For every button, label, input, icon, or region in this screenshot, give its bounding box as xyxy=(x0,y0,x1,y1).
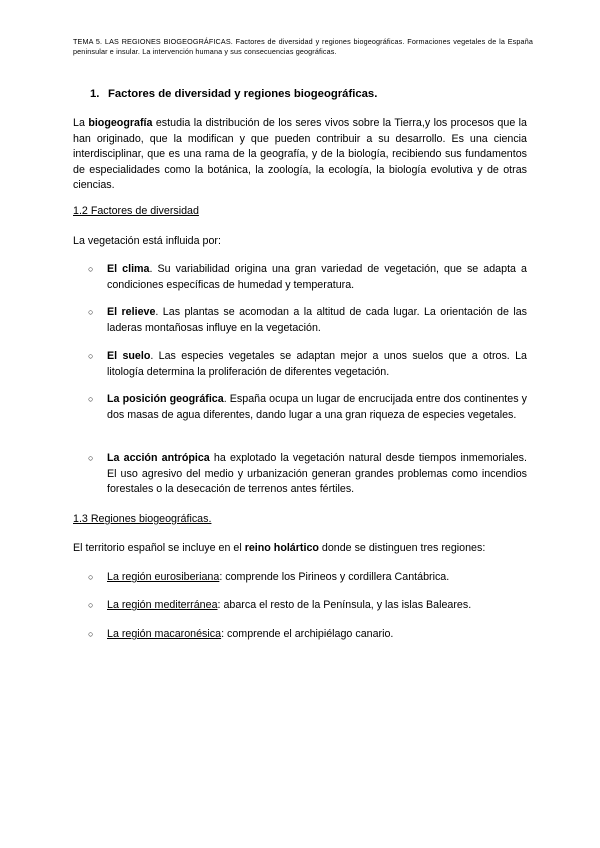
region-name: La región macaronésica xyxy=(107,628,222,640)
factores-lead: La vegetación está influida por: xyxy=(73,235,221,247)
item-text: . Las plantas se acomodan a la altitud de cada lugar. La orientación de las laderas montañosas influye en la vegetación. xyxy=(107,306,527,334)
region-text: : comprende los Pirineos y cordillera Cantábrica. xyxy=(219,571,450,583)
list-item xyxy=(73,262,527,293)
regiones-lead-before: El territorio español se incluye en el xyxy=(73,542,245,554)
region-text: : comprende el archipiélago canario. xyxy=(221,628,394,640)
intro-paragraph xyxy=(73,116,527,194)
item-text: . Su variabilidad origina una gran variedad de vegetación, que se adapta a condiciones específicas de humedad y temperatura. xyxy=(107,263,527,291)
intro-lead: La xyxy=(73,117,89,129)
intro-rest: estudia la distribución de los seres vivos sobre la Tierra,y los procesos que la han originado, que la modifican y que pueden contribuir a su desarrollo. Es una ciencia interdisciplinar, que es una rama de la geografía, y de la biología, recibiendo sus fundamentos de especialidades como la botánica, la zoología, la ecología, la biología evolutiva y de otras ciencias. xyxy=(73,117,528,192)
item-text: . Las especies vegetales se adaptan mejor a unos suelos que a otros. La litología determina la proliferación de diferentes vegetación. xyxy=(107,350,527,378)
region-name: La región mediterránea xyxy=(107,599,218,611)
bullet-marker: ○ xyxy=(88,629,94,639)
item-text: . España ocupa un lugar de encrucijada entre dos continentes y dos masas de agua diferentes, dando lugar a una gran riqueza de especies vegetales. xyxy=(107,393,528,421)
regiones-lead-term: reino holártico xyxy=(244,542,319,554)
item-term: El relieve xyxy=(107,306,156,318)
list-item xyxy=(73,305,527,336)
item-term: El suelo xyxy=(107,350,151,362)
item-text: ha explotado la vegetación natural desde tiempos inmemoriales. El uso agresivo del medio y urbanización generan grandes problemas como incendios forestales o la desecación de terrenos antes fértiles. xyxy=(107,452,527,496)
subheading-regiones: 1.3 Regiones biogeográficas. xyxy=(73,513,212,525)
list-item xyxy=(73,349,527,380)
list-item xyxy=(73,570,527,586)
page-header xyxy=(73,37,533,57)
bullet-marker: ○ xyxy=(88,394,94,404)
item-term: La posición geográfica xyxy=(107,393,224,405)
regiones-lead-after: donde se distinguen tres regiones: xyxy=(318,542,486,554)
item-term: La acción antrópica xyxy=(107,452,210,464)
subheading-factores: 1.2 Factores de diversidad xyxy=(73,205,199,217)
intro-term: biogeografía xyxy=(88,117,153,129)
list-item xyxy=(73,627,527,643)
list-item xyxy=(73,392,527,423)
bullet-marker: ○ xyxy=(88,351,94,361)
bullet-marker: ○ xyxy=(88,453,94,463)
bullet-marker: ○ xyxy=(88,264,94,274)
list-item xyxy=(73,451,527,498)
section-title: Factores de diversidad y regiones biogeográficas. xyxy=(108,88,378,100)
item-term: El clima xyxy=(107,263,150,275)
region-name: La región eurosiberiana xyxy=(107,571,220,583)
region-text: : abarca el resto de la Península, y las islas Baleares. xyxy=(217,599,472,611)
regiones-lead xyxy=(73,541,527,557)
section-number: 1. xyxy=(90,88,100,100)
bullet-marker: ○ xyxy=(88,600,94,610)
bullet-marker: ○ xyxy=(88,307,94,317)
section-heading xyxy=(90,86,377,102)
bullet-marker: ○ xyxy=(88,572,94,582)
header-text: TEMA 5. LAS REGIONES BIOGEOGRÁFICAS. Factores de diversidad y regiones biogeográficas. Formaciones vegetales de la España peninsular e insular. La intervención humana y sus consecuencias geográficas. xyxy=(73,37,533,56)
list-item xyxy=(73,598,527,614)
